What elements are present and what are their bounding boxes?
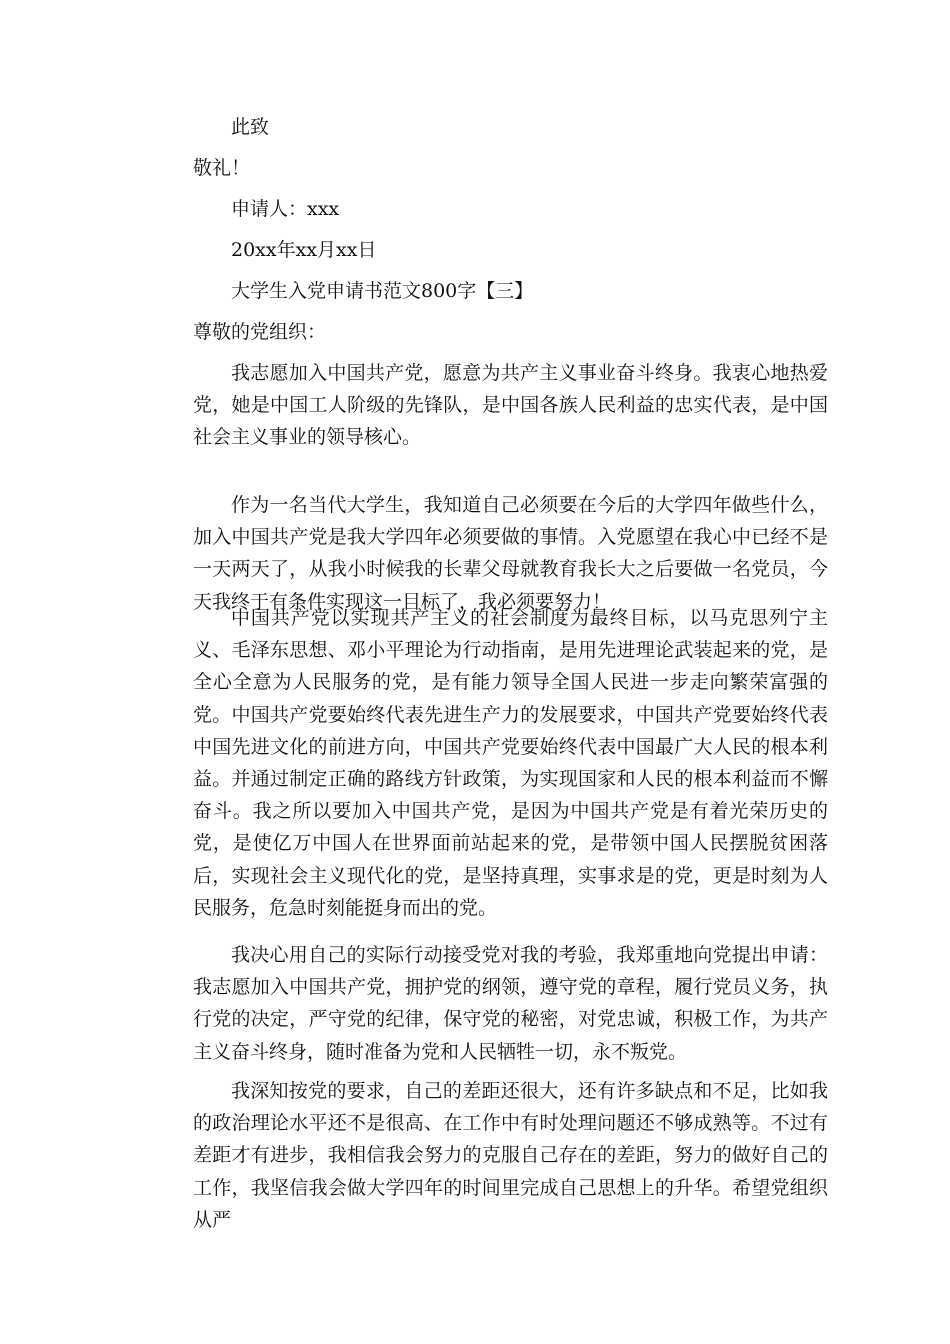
closing-line-2: 敬礼！ — [193, 157, 251, 179]
applicant-line: 申请人：xxx — [231, 198, 340, 220]
section-title: 大学生入党申请书范文800字【三】 — [231, 280, 534, 302]
salutation: 尊敬的党组织： — [193, 321, 327, 343]
body-paragraph-5: 我深知按党的要求，自己的差距还很大，还有许多缺点和不足，比如我的政治理论水平还不是很高、在工作中有时处理问题还不够成熟等。不过有差距才有进步，我相信我会努力的克服自己存在的差距，努力的做好自己的工作，我坚信我会做大学四年的时间里完成自己思想上的升华。希望党组织从严 — [193, 1080, 828, 1231]
body-paragraph-2: 作为一名当代大学生，我知道自己必须要在今后的大学四年做些什么，加入中国共产党是我大学四年必须要做的事情。入党愿望在我心中已经不是一天两天了，从我小时候我的长辈父母就教育我长大之后要做一名党员，今天我终于有条件实现这一目标了，我必须要努力！ — [193, 494, 828, 613]
closing-line-1: 此致 — [231, 116, 270, 138]
date-line: 20xx年xx月xx日 — [231, 239, 377, 261]
body-paragraph-3: 中国共产党以实现共产主义的社会制度为最终目标，以马克思列宁主义、毛泽东思想、邓小平理论为行动指南，是用先进理论武装起来的党，是全心全意为人民服务的党，是有能力领导全国人民进一步走向繁荣富强的党。中国共产党要始终代表先进生产力的发展要求，中国共产党要始终代表中国先进文化的前进方向，中国共产党要始终代表中国最广大人民的根本利益。并通过制定正确的路线方针政策，为实现国家和人民的根本利益而不懈奋斗。我之所以要加入中国共产党，是因为中国共产党是有着光荣历史的党，是使亿万中国人在世界面前站起来的党，是带领中国人民摆脱贫困落后，实现社会主义现代化的党，是坚持真理，实事求是的党，更是时刻为人民服务，危急时刻能挺身而出的党。 — [193, 607, 828, 919]
body-paragraph-1: 我志愿加入中国共产党，愿意为共产主义事业奋斗终身。我衷心地热爱党，她是中国工人阶级的先锋队，是中国各族人民利益的忠实代表，是中国社会主义事业的领导核心。 — [193, 362, 828, 449]
body-paragraph-4: 我决心用自己的实际行动接受党对我的考验，我郑重地向党提出申请：我志愿加入中国共产党，拥护党的纲领，遵守党的章程，履行党员义务，执行党的决定，严守党的纪律，保守党的秘密，对党忠诚，积极工作，为共产主义奋斗终身，随时准备为党和人民牺牲一切，永不叛党。 — [193, 944, 828, 1063]
